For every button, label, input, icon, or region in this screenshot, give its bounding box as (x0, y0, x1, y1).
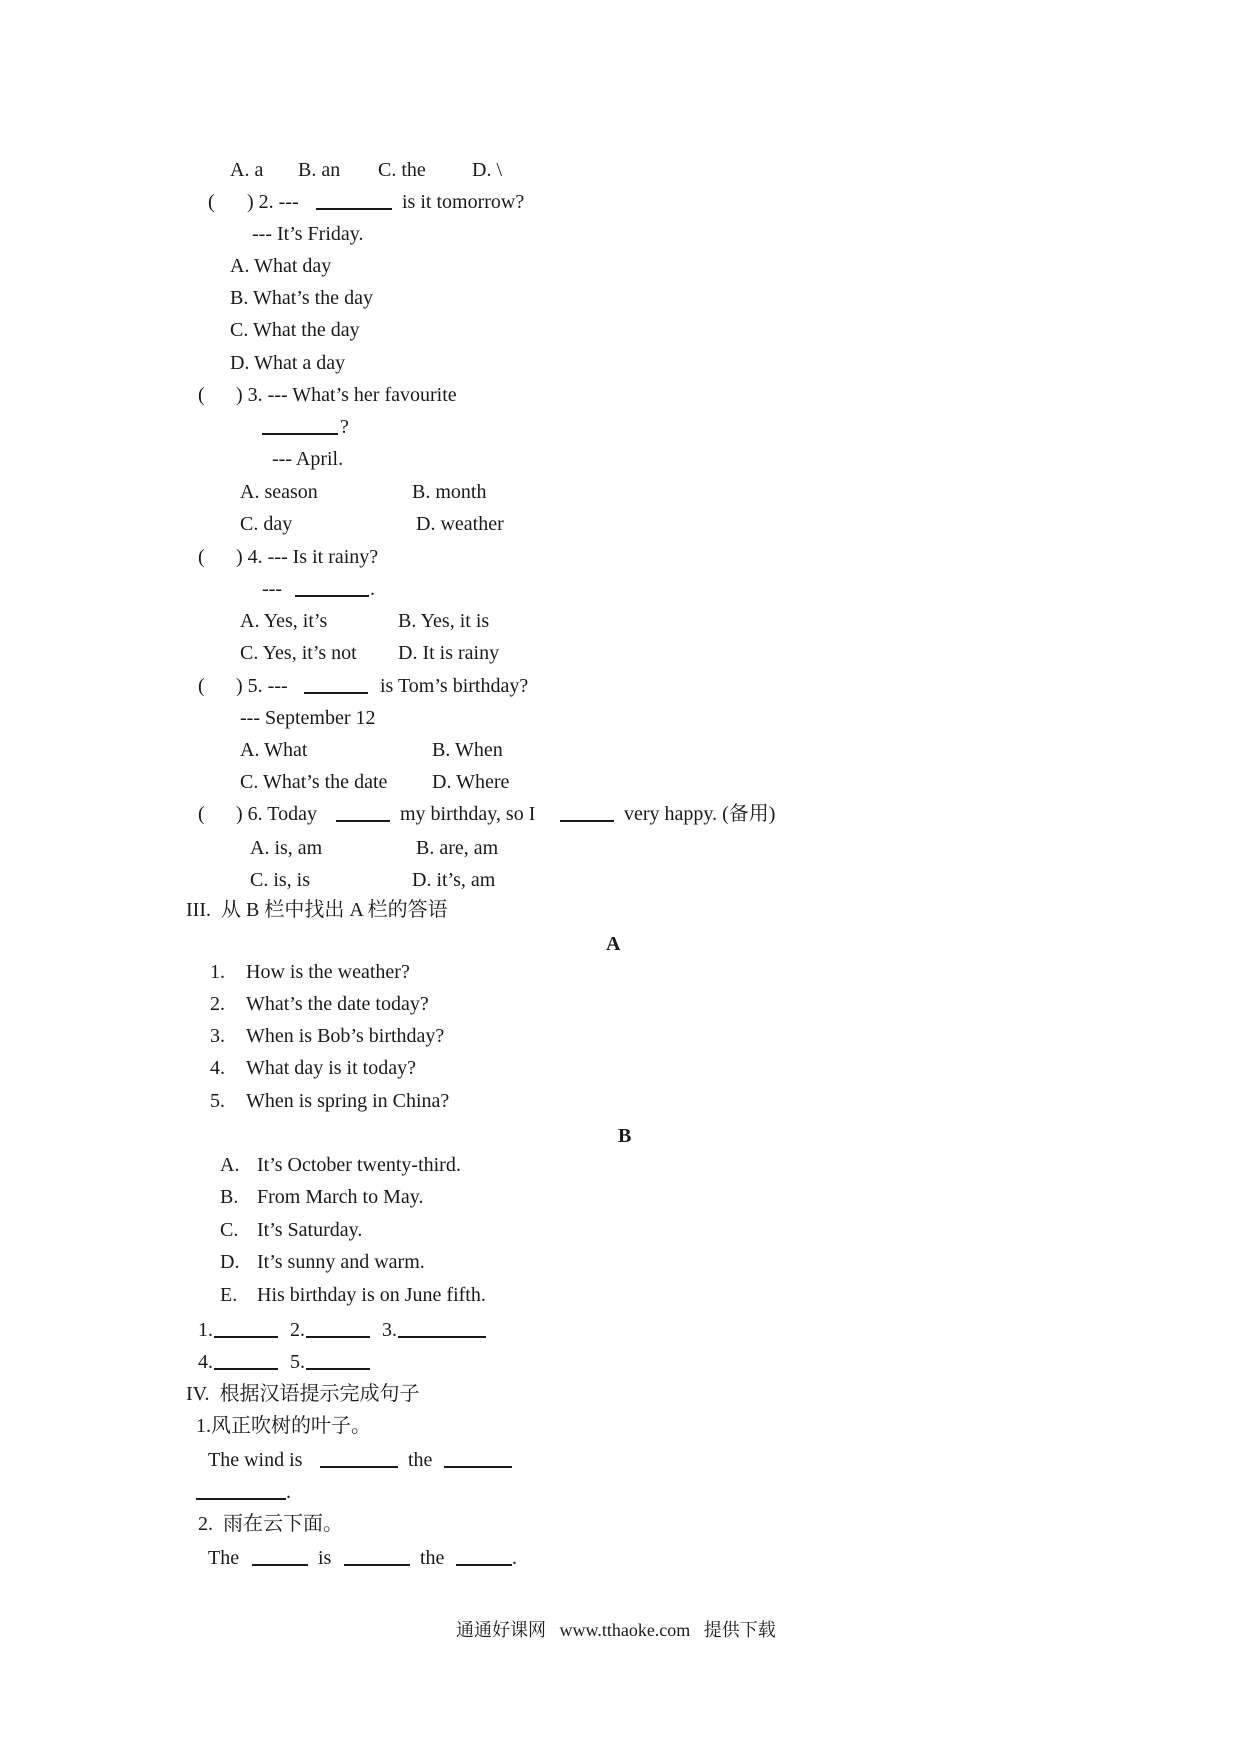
col-a-question: What day is it today? (246, 1057, 416, 1079)
col-a-num: 1. (210, 961, 225, 983)
q1-option-d: D. \ (472, 159, 502, 181)
col-b-letter: C. (220, 1219, 239, 1241)
col-b-answer: His birthday is on June fifth. (257, 1284, 486, 1306)
col-b-letter: B. (220, 1186, 239, 1208)
answer-blank (306, 1350, 370, 1370)
answer-blank (306, 1318, 370, 1338)
q4-option: D. It is rainy (398, 642, 500, 664)
sentence-2-chinese: 2. 雨在云下面。 (198, 1513, 343, 1535)
sentence-1-blank (196, 1480, 286, 1500)
answer-blank (214, 1350, 278, 1370)
q2-option: A. What day (230, 255, 332, 277)
q2-answer: --- It’s Friday. (252, 223, 364, 245)
col-a-question: When is spring in China? (246, 1090, 450, 1112)
answer-blank (214, 1318, 278, 1338)
q2-stem: ) 2. --- (247, 191, 299, 213)
q5-stem-rest: is Tom’s birthday? (380, 675, 529, 697)
q3-option: D. weather (416, 513, 504, 535)
col-b-letter: A. (220, 1154, 240, 1176)
answer-label: 4. (198, 1351, 213, 1373)
q5-option: A. What (240, 739, 308, 761)
q6-stem: ) 6. Today (236, 803, 317, 825)
q4-period: . (370, 578, 375, 600)
sentence-2-blank (252, 1546, 308, 1566)
q4-stem: ) 4. --- Is it rainy? (236, 546, 379, 568)
sentence-2-english: The (208, 1547, 240, 1569)
q3-option: B. month (412, 481, 487, 503)
q2-option: D. What a day (230, 352, 346, 374)
col-a-num: 2. (210, 993, 225, 1015)
col-a-num: 5. (210, 1090, 225, 1112)
sentence-1-english: The wind is (208, 1449, 303, 1471)
q6-option: B. are, am (416, 837, 499, 859)
col-b-letter: E. (220, 1284, 238, 1306)
q5-option: C. What’s the date (240, 771, 388, 793)
q5-option: B. When (432, 739, 503, 761)
sentence-1-chinese: 1.风正吹树的叶子。 (196, 1415, 371, 1437)
col-a-question: When is Bob’s birthday? (246, 1025, 445, 1047)
q5-paren: ( (198, 675, 205, 697)
sentence-1-english: the (408, 1449, 433, 1471)
q4-dash: --- (262, 578, 282, 600)
sentence-2-period: . (512, 1547, 517, 1569)
col-b-letter: D. (220, 1251, 240, 1273)
section-4-title: IV. 根据汉语提示完成句子 (186, 1383, 420, 1405)
sentence-1-blank (320, 1448, 398, 1468)
q1-option-b: B. an (298, 159, 341, 181)
q2-option: B. What’s the day (230, 287, 373, 309)
sentence-2-blank (456, 1546, 512, 1566)
q5-blank (304, 674, 368, 694)
column-b-title: B (618, 1125, 632, 1147)
q5-answer: --- September 12 (240, 707, 376, 729)
sentence-2-english: is (318, 1547, 332, 1569)
q4-option: C. Yes, it’s not (240, 642, 357, 664)
col-a-num: 4. (210, 1057, 225, 1079)
sentence-2-english: the (420, 1547, 445, 1569)
q3-blank (262, 415, 338, 435)
q6-blank-1 (336, 802, 390, 822)
q3-option: C. day (240, 513, 293, 535)
col-a-num: 3. (210, 1025, 225, 1047)
q6-stem-mid: my birthday, so I (400, 803, 536, 825)
q6-option: A. is, am (250, 837, 323, 859)
sentence-1-blank (444, 1448, 512, 1468)
q4-paren: ( (198, 546, 205, 568)
col-a-question: What’s the date today? (246, 993, 429, 1015)
answer-label: 5. (290, 1351, 305, 1373)
col-b-answer: It’s Saturday. (257, 1219, 363, 1241)
q2-stem-rest: is it tomorrow? (402, 191, 525, 213)
column-a-title: A (606, 933, 621, 955)
col-b-answer: It’s October twenty-third. (257, 1154, 461, 1176)
q6-stem-rest: very happy. (备用) (624, 803, 776, 825)
col-b-answer: It’s sunny and warm. (257, 1251, 425, 1273)
answer-blank (398, 1318, 486, 1338)
page-footer: 通通好课网 www.tthaoke.com 提供下载 (456, 1620, 776, 1640)
answer-label: 3. (382, 1319, 397, 1341)
col-a-question: How is the weather? (246, 961, 410, 983)
q3-option: A. season (240, 481, 318, 503)
q2-option: C. What the day (230, 319, 360, 341)
q4-option: B. Yes, it is (398, 610, 490, 632)
q2-blank (316, 190, 392, 210)
answer-label: 1. (198, 1319, 213, 1341)
q3-stem: ) 3. --- What’s her favourite (236, 384, 457, 406)
q5-option: D. Where (432, 771, 510, 793)
q6-option: C. is, is (250, 869, 311, 891)
q6-blank-2 (560, 802, 614, 822)
q5-stem: ) 5. --- (236, 675, 288, 697)
q6-paren: ( (198, 803, 205, 825)
answer-label: 2. (290, 1319, 305, 1341)
col-b-answer: From March to May. (257, 1186, 424, 1208)
q1-option-a: A. a (230, 159, 264, 181)
q4-blank (295, 577, 369, 597)
q3-answer: --- April. (272, 448, 344, 470)
section-3-title: III. 从 B 栏中找出 A 栏的答语 (186, 899, 448, 921)
q4-option: A. Yes, it’s (240, 610, 328, 632)
q3-qmark: ? (340, 416, 349, 438)
q6-option: D. it’s, am (412, 869, 496, 891)
sentence-1-period: . (286, 1481, 291, 1503)
sentence-2-blank (344, 1546, 410, 1566)
q3-paren: ( (198, 384, 205, 406)
q2-paren: ( (208, 191, 215, 213)
q1-option-c: C. the (378, 159, 426, 181)
